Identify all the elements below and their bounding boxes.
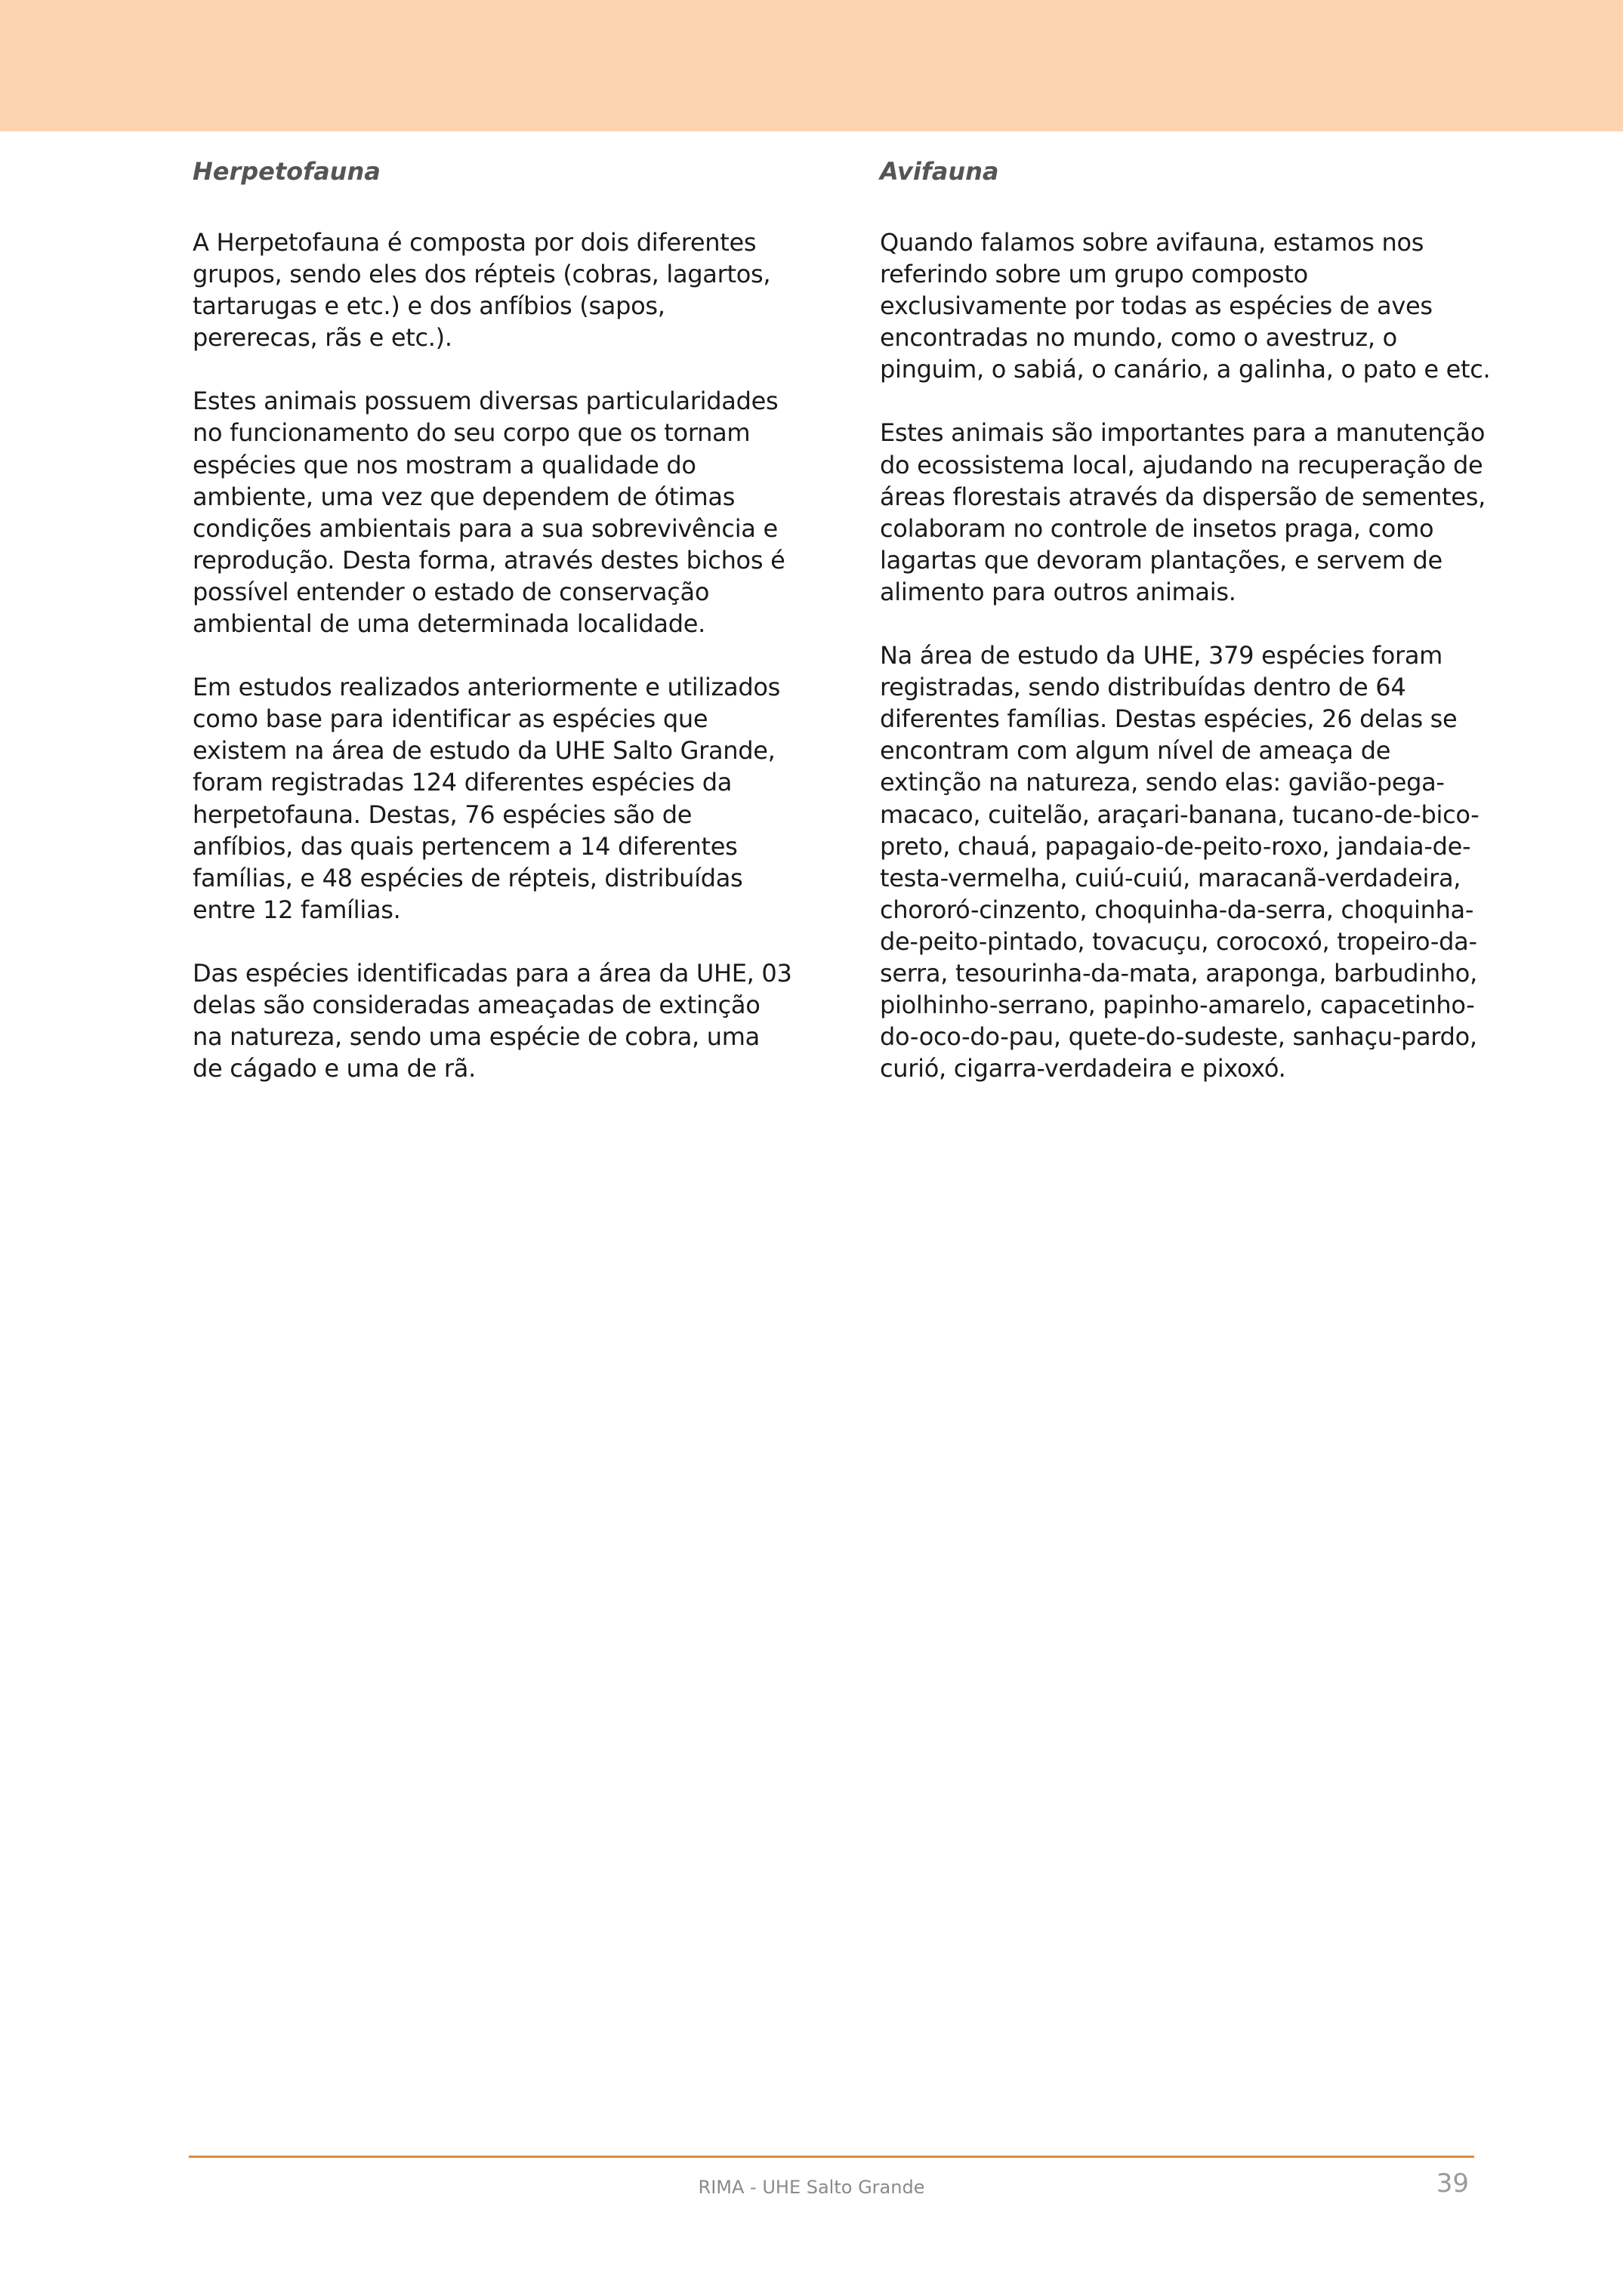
footer-title: RIMA - UHE Salto Grande <box>698 2177 925 2198</box>
avifauna-heading: Avifauna <box>880 157 999 186</box>
herpetofauna-heading: Herpetofauna <box>193 157 381 186</box>
page-number: 39 <box>1436 2168 1469 2199</box>
avifauna-paragraph-1: Quando falamos sobre avifauna, estamos nos referindo sobre um grupo composto exclusivamente por todas as espécies de aves encontradas no mundo, como o avestruz, o pinguim, o sabiá, o canário, a galinha, o pato e etc. <box>880 228 1491 384</box>
avifauna-paragraph-3: Na área de estudo da UHE, 379 espécies foram registradas, sendo distribuídas dentro de 64 diferentes famílias. Destas espécies, 26 delas se encontram com algum nível de ameaça de extinção na natureza, sendo elas: gavião-pega-macaco, cuitelão, araçari-banana, tucano-de-bico-preto, chauá, papagaio-de-peito-roxo, jandaia-de-testa-vermelha, cuiú-cuiú, maracanã-verdadeira, chororó-cinzento, choquinha-da-serra, choquinha-de-peito-pintado, tovacuçu, corocoxó, tropeiro-da-serra, tesourinha-da-mata, araponga, barbudinho, piolhinho-serrano, papinho-amarelo, capacetinho-do-oco-do-pau, quete-do-sudeste, sanhaçu-pardo, curió, cigarra-verdadeira e pixoxó. <box>880 641 1480 1083</box>
herpetofauna-section <box>193 156 797 1116</box>
herpetofauna-paragraph-3: Em estudos realizados anteriormente e utilizados como base para identificar as espécies que existem na área de estudo da UHE Salto Grande, foram registradas 124 diferentes espécies da herpetofauna. Destas, 76 espécies são de anfíbios, das quais pertencem a 14 diferentes famílias, e 48 espécies de répteis, distribuídas entre 12 famílias. <box>193 673 780 924</box>
herpetofauna-paragraph-1: A Herpetofauna é composta por dois diferentes grupos, sendo eles dos répteis (cobras, lagartos, tartarugas e etc.) e dos anfíbios (sapos, pererecas, rãs e etc.). <box>193 228 771 353</box>
herpetofauna-paragraph-2: Estes animais possuem diversas particularidades no funcionamento do seu corpo que os tornam espécies que nos mostram a qualidade do ambiente, uma vez que dependem de ótimas condições ambientais para a sua sobrevivência e reprodução. Desta forma, através destes bichos é possível entender o estado de conservação ambiental de uma determinada localidade. <box>193 387 785 639</box>
avifauna-section <box>880 156 1495 1116</box>
avifauna-paragraph-2: Estes animais são importantes para a manutenção do ecossistema local, ajudando na recuperação de áreas florestais através da dispersão de sementes, colaboram no controle de insetos praga, como lagartas que devoram plantações, e servem de alimento para outros animais. <box>880 418 1486 606</box>
footer-divider <box>189 2156 1474 2158</box>
herpetofauna-paragraph-4: Das espécies identificadas para a área da UHE, 03 delas são consideradas ameaçadas de extinção na natureza, sendo uma espécie de cobra, uma de cágado e uma de rã. <box>193 958 792 1083</box>
header-band <box>0 0 1623 131</box>
